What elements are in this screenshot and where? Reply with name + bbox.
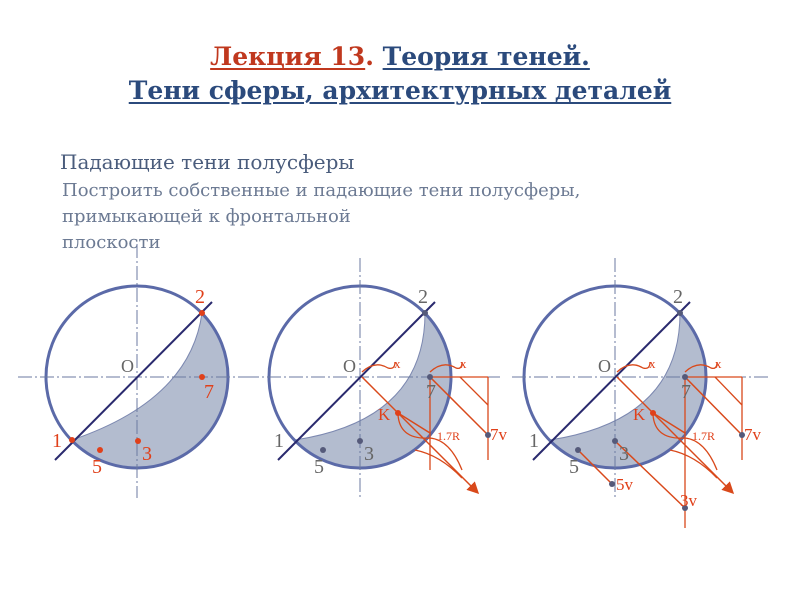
- task-line-1: Построить собственные и падающие тени полусферы,: [62, 180, 581, 201]
- ray-top-3: [715, 377, 742, 405]
- figure-3: [512, 258, 770, 528]
- label-2-c: 2: [673, 286, 683, 308]
- point-5v-marker-c: [609, 481, 615, 487]
- point-7-marker-b: [427, 374, 433, 380]
- label-k-c: K: [633, 405, 646, 424]
- task-line-2: примыкающей к фронтальной: [62, 206, 351, 227]
- ray-top-2: [460, 377, 488, 405]
- label-x-c1: x: [649, 356, 656, 371]
- label-center: O: [121, 356, 134, 376]
- point-k-marker-c: [650, 410, 656, 416]
- point-7-marker-c: [682, 374, 688, 380]
- lecture-topic: Теория теней.: [382, 42, 590, 71]
- point-2-marker-c: [677, 310, 683, 316]
- label-7-b: 7: [426, 381, 436, 403]
- label-7v-b: 7v: [490, 425, 507, 444]
- label-x-b2: x: [460, 356, 467, 371]
- label-5v-c: 5v: [616, 475, 633, 494]
- lecture-subtitle: Тени сферы, архитектурных деталей: [128, 76, 672, 105]
- point-7-marker: [199, 374, 205, 380]
- point-1-marker: [69, 437, 75, 443]
- label-7-c: 7: [681, 381, 691, 403]
- label-3v-c: 3v: [680, 491, 697, 510]
- label-7v-c: 7v: [744, 425, 761, 444]
- label-1-b: 1: [274, 430, 284, 452]
- section-heading: Падающие тени полусферы: [60, 150, 355, 174]
- point-k-marker-b: [395, 410, 401, 416]
- task-line-3: плоскости: [62, 232, 161, 253]
- point-3-marker: [135, 438, 141, 444]
- point-3-marker-b: [357, 438, 363, 444]
- label-2: 2: [195, 286, 205, 308]
- point-2-marker-b: [422, 310, 428, 316]
- label-center-c: O: [598, 356, 611, 376]
- label-5-c: 5: [569, 456, 579, 478]
- label-1-c: 1: [529, 430, 539, 452]
- point-5-marker-b: [320, 447, 326, 453]
- point-5-marker-c: [575, 447, 581, 453]
- label-7: 7: [204, 381, 214, 403]
- label-5-b: 5: [314, 456, 324, 478]
- label-3: 3: [142, 443, 152, 465]
- lecture-number: Лекция 13: [210, 42, 366, 71]
- point-2-marker: [199, 310, 205, 316]
- label-1: 1: [52, 430, 62, 452]
- point-5-marker: [97, 447, 103, 453]
- title-dot: .: [365, 42, 374, 71]
- label-5: 5: [92, 456, 102, 478]
- label-center-b: O: [343, 356, 356, 376]
- point-3-marker-c: [612, 438, 618, 444]
- label-r-c: 1.7R: [692, 429, 716, 443]
- figure-1: [18, 244, 255, 498]
- label-3-c: 3: [619, 443, 629, 465]
- label-x-b1: x: [394, 356, 401, 371]
- label-r-b: 1.7R: [437, 429, 461, 443]
- figure-2: [245, 258, 508, 498]
- label-x-c2: x: [715, 356, 722, 371]
- label-3-b: 3: [364, 443, 374, 465]
- label-k-b: K: [378, 405, 391, 424]
- label-2-b: 2: [418, 286, 428, 308]
